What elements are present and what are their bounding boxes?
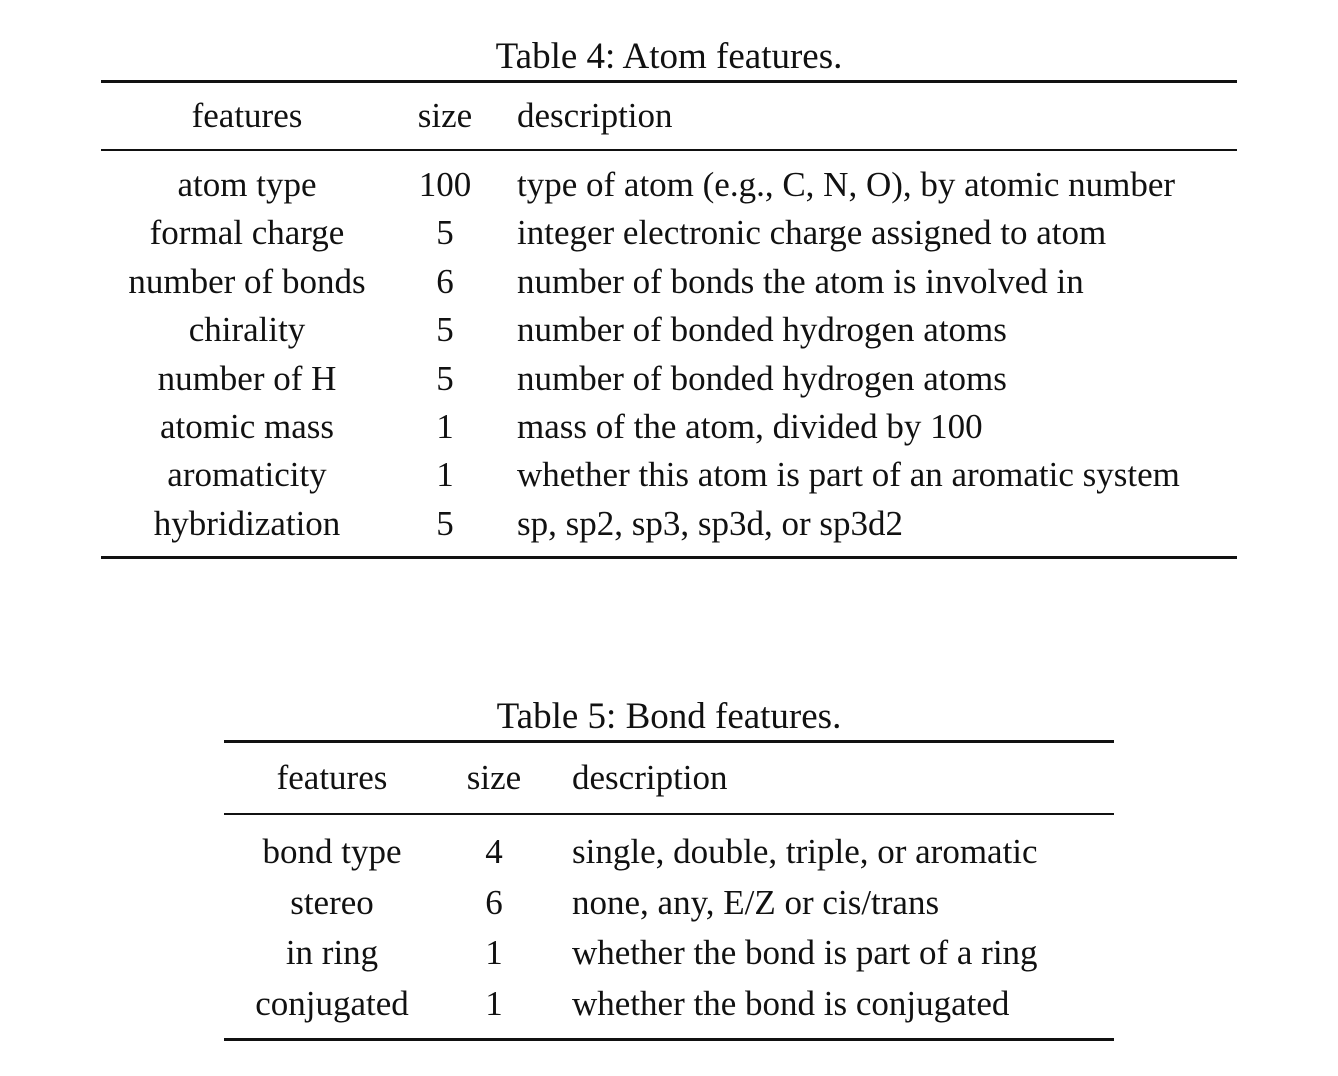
table-row (224, 928, 1114, 979)
table-row (101, 500, 1237, 548)
description-cell: number of bonded hydrogen atoms (517, 358, 1007, 398)
table-row (101, 258, 1237, 306)
header-features: features (276, 758, 388, 797)
description-cell: single, double, triple, or aromatic (572, 832, 1038, 871)
header-description: description (517, 96, 673, 135)
description-cell: integer electronic charge assigned to atom (517, 213, 1107, 253)
description-cell: type of atom (e.g., C, N, O), by atomic number (517, 165, 1176, 204)
feature-cell: number of bonds (128, 261, 366, 301)
table-row (101, 355, 1237, 403)
size-cell: 100 (418, 165, 472, 204)
size-cell: 1 (436, 455, 454, 495)
atom-features-table (101, 80, 1237, 559)
feature-cell: conjugated (255, 984, 409, 1024)
size-cell: 1 (485, 933, 503, 973)
feature-cell: atomic mass (160, 407, 334, 447)
description-cell: mass of the atom, divided by 100 (517, 407, 983, 447)
header-description: description (572, 758, 728, 797)
size-cell: 5 (436, 358, 454, 398)
description-cell: whether the bond is part of a ring (572, 933, 1038, 973)
description-cell: whether this atom is part of an aromatic system (517, 455, 1180, 495)
feature-cell: hybridization (153, 503, 341, 543)
feature-cell: chirality (188, 310, 306, 350)
table-row (101, 403, 1237, 451)
header-features: features (191, 96, 303, 135)
table-caption: Table 5: Bond features. (496, 696, 842, 737)
size-cell: 6 (485, 882, 503, 922)
size-cell: 1 (485, 984, 503, 1024)
feature-cell: atom type (177, 165, 317, 204)
table-row (224, 827, 1114, 878)
description-cell: whether the bond is conjugated (572, 984, 1010, 1024)
feature-cell: in ring (285, 933, 379, 973)
table-caption: Table 4: Atom features. (495, 36, 843, 77)
feature-cell: bond type (262, 832, 402, 871)
table-row (101, 161, 1237, 209)
feature-cell: aromaticity (167, 455, 327, 495)
table-header-row (224, 742, 1114, 815)
atom-features-table-block (101, 34, 1237, 559)
table-row (101, 306, 1237, 354)
size-cell: 5 (436, 213, 454, 253)
description-cell: none, any, E/Z or cis/trans (572, 882, 940, 922)
header-size: size (466, 758, 522, 797)
header-size: size (417, 96, 473, 135)
description-cell: number of bonds the atom is involved in (517, 261, 1084, 301)
size-cell: 1 (436, 407, 454, 447)
size-cell: 5 (436, 503, 454, 543)
size-cell: 4 (485, 832, 503, 871)
size-cell: 6 (436, 261, 454, 301)
bond-features-table (224, 740, 1114, 1041)
description-cell: number of bonded hydrogen atoms (517, 310, 1007, 350)
feature-cell: formal charge (149, 213, 345, 253)
size-cell: 5 (436, 310, 454, 350)
feature-cell: stereo (290, 882, 374, 922)
table-row (224, 979, 1114, 1030)
feature-cell: number of H (157, 358, 337, 398)
table-row (101, 451, 1237, 499)
description-cell: sp, sp2, sp3, sp3d, or sp3d2 (517, 503, 904, 543)
table-row (224, 878, 1114, 929)
table-row (101, 209, 1237, 257)
table-header-row (101, 82, 1237, 151)
bond-features-table-block (224, 694, 1114, 1041)
